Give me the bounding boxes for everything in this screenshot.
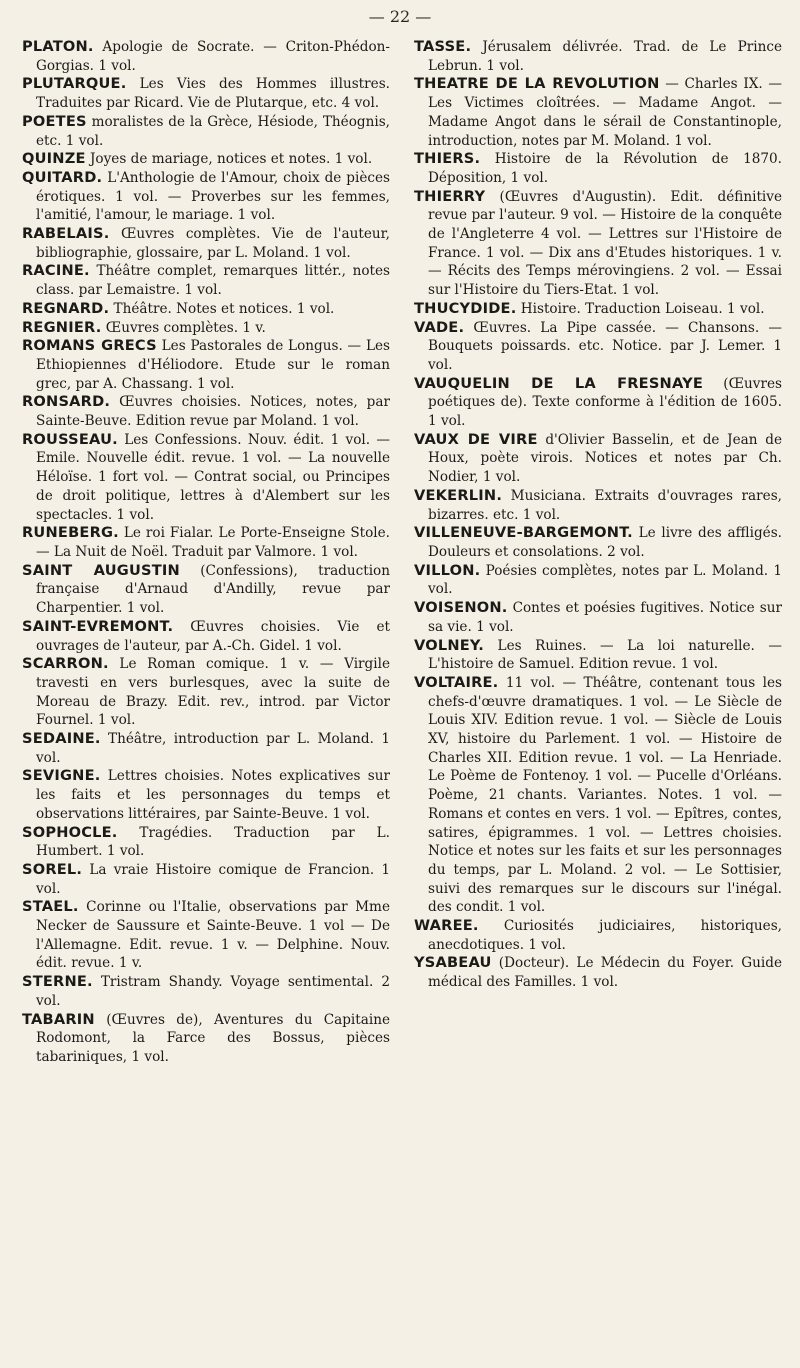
entry-author: RABELAIS. [22, 225, 110, 243]
catalog-entry [22, 113, 390, 150]
entry-description: Musiciana. Extraits d'ouvrages rares, bizarres. etc. 1 vol. [428, 487, 782, 523]
catalog-entry [414, 954, 782, 991]
entry-author: THIERS. [414, 150, 481, 168]
entry-description: Jérusalem délivrée. Trad. de Le Prince Lebrun. 1 vol. [428, 39, 782, 74]
entry-description: La vraie Histoire comique de Francion. 1 vol. [36, 861, 390, 897]
catalog-entry [22, 524, 390, 561]
entry-description: Théâtre, introduction par L. Moland. 1 vol. [36, 731, 390, 766]
catalog-entry [22, 655, 390, 730]
catalog-entry [22, 393, 390, 430]
catalog-entry [22, 824, 390, 861]
entry-description: Les Ruines. — La loi naturelle. — L'histoire de Samuel. Edition revue. 1 vol. [428, 637, 782, 673]
entry-description: Œuvres complètes. Vie de l'auteur, bibliographie, glossaire, par L. Moland. 1 vol. [36, 226, 390, 261]
entry-description: Tragédies. Traduction par L. Humbert. 1 vol. [36, 824, 390, 860]
entry-author: RUNEBERG. [22, 524, 119, 542]
catalog-entry [22, 431, 390, 525]
page-number: — 22 — [368, 7, 432, 26]
catalog-entry [414, 188, 782, 300]
catalog-entry [22, 38, 390, 75]
entry-description: Curiosités judiciaires, historiques, anecdotiques. 1 vol. [428, 918, 782, 953]
catalog-entry [22, 730, 390, 767]
entry-author: WAREE. [414, 917, 479, 935]
entry-author: SCARRON. [22, 655, 109, 673]
entry-author: VOLTAIRE. [414, 673, 499, 691]
catalog-entry [414, 319, 782, 375]
catalog-entry [414, 300, 782, 319]
catalog-entry [414, 150, 782, 187]
entry-author: SAINT-EVREMONT. [22, 617, 174, 635]
catalog-entry [414, 674, 782, 917]
entry-author: RONSARD. [22, 393, 111, 411]
entry-author: STERNE. [22, 973, 93, 991]
entry-description: (Confessions), traduction française d'Arnaud d'Andilly, revue par Charpentier. 1 vol. [36, 562, 390, 617]
catalog-entry [22, 262, 390, 299]
catalog-entry [414, 75, 782, 150]
catalog-entry [22, 300, 390, 319]
entry-author: VOISENON. [414, 599, 508, 617]
entry-description: Le roi Fialar. Le Porte-Enseigne Stole. — La Nuit de Noël. Traduit par Valmore. 1 vol. [36, 525, 390, 560]
entry-author: ROUSSEAU. [22, 430, 118, 448]
entry-description: Les Pastorales de Longus. — Les Ethiopiennes d'Héliodore. Etude sur le roman grec, par A. Chassang. 1 vol. [36, 338, 390, 392]
entry-author: THEATRE DE LA REVOLUTION [414, 75, 660, 93]
entry-description: d'Olivier Basselin, et de Jean de Houx, poète virois. Notices et notes par Ch. Nodier, 1 vol. [428, 431, 782, 486]
entry-description: (Œuvres poétiques de). Texte conforme à l'édition de 1605. 1 vol. [428, 375, 782, 430]
entry-description: (Œuvres d'Augustin). Edit. définitive revue par l'auteur. 9 vol. — Histoire de la conquête de l'Angleterre 4 vol. — Lettres sur l'Histoire de France. 1 vol. — Dix ans d'Etudes historiques. 1 v. — Récits des Temps mérovingiens. 2 vol. — Essai sur l'Histoire du Tiers-Etat. 1 vol. [428, 188, 782, 299]
entry-author: SAINT AUGUSTIN [22, 561, 180, 579]
entry-author: ROMANS GRECS [22, 337, 157, 355]
entry-author: VEKERLIN. [414, 486, 503, 504]
entry-description: Théâtre. Notes et notices. 1 vol. [109, 300, 335, 317]
entry-description: Lettres choisies. Notes explicatives sur les faits et les personnages du temps et observations littéraires, par Sainte-Beuve. 1 vol. [36, 768, 390, 822]
entry-description: (Docteur). Le Médecin du Foyer. Guide médical des Familles. 1 vol. [428, 955, 782, 991]
entry-description: Histoire. Traduction Loiseau. 1 vol. [516, 300, 765, 317]
entry-author: TABARIN [22, 1010, 95, 1028]
entry-description: (Œuvres de), Aventures du Capitaine Rodomont, la Farce des Bossus, pièces tabariniques, 1 vol. [36, 1011, 390, 1065]
entry-author: RACINE. [22, 262, 90, 280]
entry-author: PLUTARQUE. [22, 75, 127, 93]
entry-description: Théâtre complet, remarques littér., notes class. par Lemaistre. 1 vol. [36, 263, 390, 299]
entry-description: L'Anthologie de l'Amour, choix de pièces érotiques. 1 vol. — Proverbes sur les femmes, l'amitié, l'amour, le mariage. 1 vol. [36, 169, 390, 224]
entry-author: QUINZE [22, 150, 86, 168]
catalog-entry [22, 225, 390, 262]
entry-author: YSABEAU [414, 954, 492, 972]
entry-description: Tristram Shandy. Voyage sentimental. 2 vol. [36, 974, 390, 1009]
catalog-entry [22, 767, 390, 823]
entry-author: VAUQUELIN DE LA FRESNAYE [414, 374, 704, 392]
entry-author: VADE. [414, 318, 465, 336]
catalog-entry [22, 319, 390, 338]
catalog-entry [22, 75, 390, 112]
entry-author: VAUX DE VIRE [414, 430, 538, 448]
entry-description: — Charles IX. — Les Victimes cloîtrées. — Madame Angot. — Madame Angot dans le sérail de Constantinople, introduction, notes par M. Moland. 1 vol. [428, 76, 782, 149]
entry-author: VILLON. [414, 561, 481, 579]
entry-author: SEDAINE. [22, 730, 101, 748]
entry-author: POETES [22, 112, 87, 130]
catalog-entry [22, 1011, 390, 1067]
entry-description: Les Confessions. Nouv. édit. 1 vol. — Emile. Nouvelle édit. revue. 1 vol. — La nouvelle Héloïse. 1 fort vol. — Contrat social, ou Principes de droit politique, lettres à d'Alembert sur les spectacles. 1 vol. [36, 431, 390, 523]
entry-description: 11 vol. — Théâtre, contenant tous les chefs-d'œuvre dramatiques. 1 vol. — Le Siècle de Louis XIV. Edition revue. 1 vol. — Siècle de Louis XV, histoire du Parlement. 1 vol. — Histoire de Charles XII. Edition revue. 1 vol. — La Henriade. Le Poème de Fontenoy. 1 vol. — Pucelle d'Orléans. Poème, 21 chants. Variantes. Notes. 1 vol. — Romans et contes en vers. 1 vol. — Epîtres, contes, satires, épigrammes. 1 vol. — Lettres choisies. Notice et notes sur les faits et sur les personnages du temps, par L. Moland. 2 vol. — Le Sottisier, suivi des remarques sur le discours sur l'inégal. des condit. 1 vol. [428, 674, 782, 916]
entry-author: VOLNEY. [414, 636, 485, 654]
catalog-entry [22, 169, 390, 225]
catalog-entry [414, 599, 782, 636]
entry-author: SOREL. [22, 860, 83, 878]
catalog-entry [414, 487, 782, 524]
entry-author: REGNARD. [22, 299, 110, 317]
entry-author: THIERRY [414, 187, 486, 205]
catalog-entry [414, 375, 782, 431]
entry-description: Le livre des affligés. Douleurs et consolations. 2 vol. [428, 525, 782, 560]
entry-description: Œuvres choisies. Vie et ouvrages de l'auteur, par A.-Ch. Gidel. 1 vol. [36, 618, 390, 654]
entry-description: Joyes de mariage, notices et notes. 1 vol. [85, 151, 373, 168]
entry-description: Le Roman comique. 1 v. — Virgile travesti en vers burlesques, avec la suite de Moreau de Brazy. Edit. rev., introd. par Victor Fournel. 1 vol. [36, 656, 390, 729]
catalog-entry [22, 562, 390, 618]
entry-author: STAEL. [22, 898, 79, 916]
entry-description: Contes et poésies fugitives. Notice sur sa vie. 1 vol. [428, 600, 782, 635]
entry-author: TASSE. [414, 38, 472, 55]
catalog-entry [22, 618, 390, 655]
entry-author: PLATON. [22, 38, 94, 55]
entry-author: VILLENEUVE-BARGEMONT. [414, 524, 633, 542]
entry-description: moralistes de la Grèce, Hésiode, Théognis, etc. 1 vol. [36, 113, 390, 149]
catalog-entry [22, 337, 390, 393]
catalog-entry [414, 524, 782, 561]
catalog-entry [22, 973, 390, 1010]
catalog-entry [414, 917, 782, 954]
catalog-entry [22, 150, 390, 169]
catalog-entry [414, 637, 782, 674]
catalog-entry [22, 898, 390, 973]
entry-author: QUITARD. [22, 168, 103, 186]
entry-author: THUCYDIDE. [414, 299, 517, 317]
entry-description: Œuvres complètes. 1 v. [101, 319, 266, 336]
entry-description: Histoire de la Révolution de 1870. Déposition, 1 vol. [428, 151, 782, 186]
entry-author: SEVIGNE. [22, 767, 101, 785]
entry-description: Œuvres. La Pipe cassée. — Chansons. — Bouquets poissards. etc. Notice. par J. Lemer. 1 vol. [428, 319, 782, 373]
entry-description: Apologie de Socrate. — Criton-Phédon-Gorgias. 1 vol. [36, 39, 390, 74]
entry-description: Corinne ou l'Italie, observations par Mme Necker de Saussure et Sainte-Beuve. 1 vol — De l'Allemagne. Edit. revue. 1 v. — Delphine. Nouv. édit. revue. 1 v. [36, 899, 390, 972]
entry-description: Œuvres choisies. Notices, notes, par Sainte-Beuve. Edition revue par Moland. 1 vol. [36, 394, 390, 430]
entry-description: Poésies complètes, notes par L. Moland. 1 vol. [428, 562, 782, 598]
catalog-entry [414, 431, 782, 487]
entry-author: SOPHOCLE. [22, 823, 118, 841]
catalog-entry [414, 562, 782, 599]
entry-author: REGNIER. [22, 318, 102, 336]
right-column [414, 38, 782, 992]
entry-description: Les Vies des Hommes illustres. Traduites par Ricard. Vie de Plutarque, etc. 4 vol. [36, 76, 390, 112]
left-column [22, 38, 390, 1067]
catalog-entry [414, 38, 782, 75]
catalog-entry [22, 861, 390, 898]
